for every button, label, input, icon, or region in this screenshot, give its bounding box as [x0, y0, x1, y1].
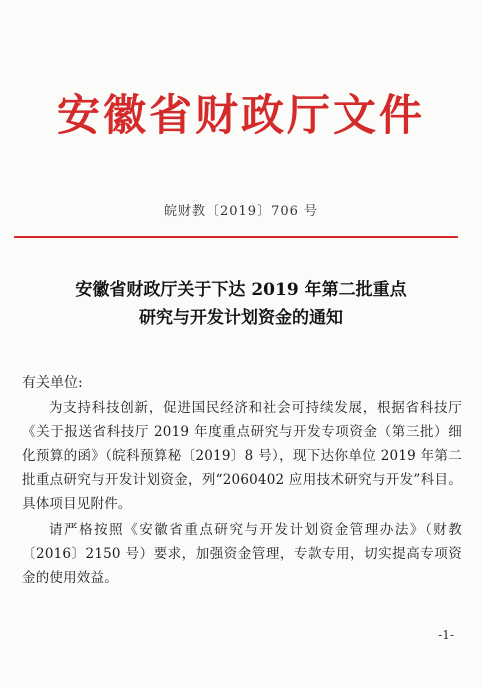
notice-title	[0, 276, 482, 332]
document-number: 皖财教〔2019〕706 号	[163, 204, 319, 219]
body-paragraph-1: 为支持科技创新，促进国民经济和社会可持续发展，根据省科技厅《关于报送省科技厅 2019 年度重点研究与开发专项资金（第三批）细化预算的函》（皖科预算秘〔2019〕8 号），现下达你单位 2019 年第二批重点研究与开发计划资金，列“2060402 应用技术研究与开发”科目。具体项目见附件。	[22, 400, 462, 512]
notice-body	[22, 396, 462, 592]
body-paragraph-2: 请严格按照《安徽省重点研究与开发计划资金管理办法》（财教〔2016〕2150 号）要求，加强资金管理，专款专用，切实提高专项资金的使用效益。	[22, 522, 462, 586]
red-divider-line	[14, 236, 458, 238]
notice-title-line-2: 研究与开发计划资金的通知	[139, 308, 343, 328]
salutation: 有关单位:	[22, 375, 83, 391]
page-number: -1-	[438, 628, 454, 642]
notice-title-line-1: 安徽省财政厅关于下达 2019 年第二批重点	[75, 280, 407, 300]
masthead-title: 安徽省财政厅文件	[57, 91, 425, 141]
